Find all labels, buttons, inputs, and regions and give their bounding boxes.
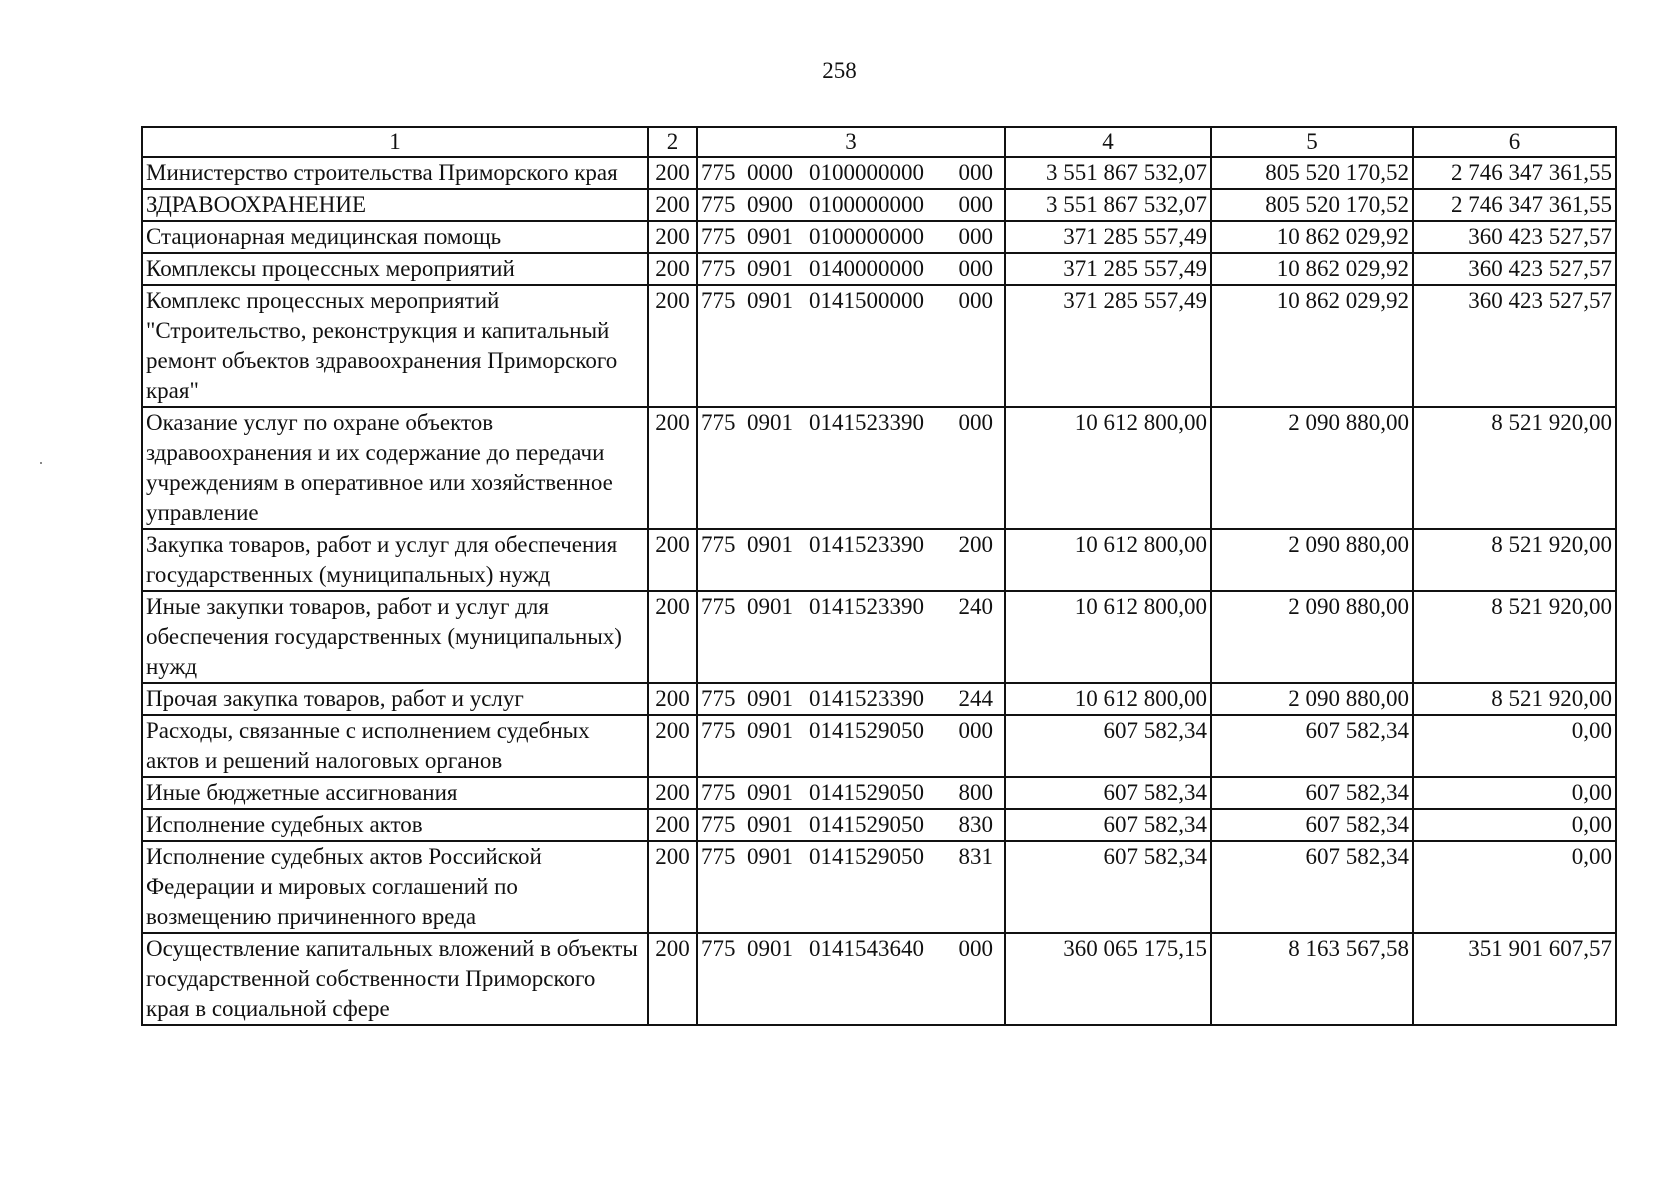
table-header-row [142, 127, 1616, 157]
expense-type-code: 000 [958, 718, 993, 743]
row-value-col6: 360 423 527,57 [1413, 253, 1616, 285]
row-name: Исполнение судебных актов [142, 809, 648, 841]
section-code: 0901 [747, 410, 793, 435]
row-budget-codes [697, 253, 1005, 285]
table-row [142, 841, 1616, 933]
row-value-col6: 360 423 527,57 [1413, 285, 1616, 407]
expense-type-code: 800 [958, 780, 993, 805]
row-budget-codes [697, 809, 1005, 841]
row-value-col6: 8 521 920,00 [1413, 683, 1616, 715]
row-name: Иные закупки товаров, работ и услуг для обеспечения государственных (муниципальных) нужд [142, 591, 648, 683]
article-code: 0141529050 [809, 780, 924, 805]
article-code: 0141543640 [809, 936, 924, 961]
admin-code: 775 [701, 780, 736, 805]
expense-type-code: 200 [958, 532, 993, 557]
section-code: 0901 [747, 532, 793, 557]
column-header-6: 6 [1413, 127, 1616, 157]
article-code: 0100000000 [809, 192, 924, 217]
article-code: 0141500000 [809, 288, 924, 313]
column-header-4: 4 [1005, 127, 1211, 157]
row-value-col5: 607 582,34 [1211, 809, 1413, 841]
admin-code: 775 [701, 686, 736, 711]
row-name: ЗДРАВООХРАНЕНИЕ [142, 189, 648, 221]
admin-code: 775 [701, 192, 736, 217]
column-header-1: 1 [142, 127, 648, 157]
row-budget-codes [697, 285, 1005, 407]
row-name: Осуществление капитальных вложений в объекты государственной собственности Приморского края в социальной сфере [142, 933, 648, 1025]
row-budget-codes [697, 221, 1005, 253]
row-budget-codes [697, 189, 1005, 221]
section-code: 0901 [747, 718, 793, 743]
row-value-col4: 3 551 867 532,07 [1005, 157, 1211, 189]
row-value-col4: 10 612 800,00 [1005, 407, 1211, 529]
row-value-col5: 2 090 880,00 [1211, 683, 1413, 715]
admin-code: 775 [701, 160, 736, 185]
row-value-col6: 351 901 607,57 [1413, 933, 1616, 1025]
row-name: Комплекс процессных мероприятий "Строительство, реконструкция и капитальный ремонт объектов здравоохранения Приморского края" [142, 285, 648, 407]
row-value-col4: 3 551 867 532,07 [1005, 189, 1211, 221]
row-value-col5: 8 163 567,58 [1211, 933, 1413, 1025]
row-value-col4: 10 612 800,00 [1005, 683, 1211, 715]
section-code: 0000 [747, 160, 793, 185]
admin-code: 775 [701, 288, 736, 313]
section-code: 0900 [747, 192, 793, 217]
article-code: 0141523390 [809, 594, 924, 619]
section-code: 0901 [747, 812, 793, 837]
article-code: 0141529050 [809, 812, 924, 837]
section-code: 0901 [747, 288, 793, 313]
row-grbs-code: 200 [648, 285, 697, 407]
row-name: Министерство строительства Приморского края [142, 157, 648, 189]
article-code: 0141523390 [809, 532, 924, 557]
row-value-col5: 2 090 880,00 [1211, 591, 1413, 683]
row-name: Закупка товаров, работ и услуг для обеспечения государственных (муниципальных) нужд [142, 529, 648, 591]
row-grbs-code: 200 [648, 841, 697, 933]
row-value-col4: 607 582,34 [1005, 809, 1211, 841]
row-grbs-code: 200 [648, 715, 697, 777]
table-row [142, 933, 1616, 1025]
expense-type-code: 244 [958, 686, 993, 711]
table-row [142, 407, 1616, 529]
row-value-col4: 607 582,34 [1005, 715, 1211, 777]
row-value-col5: 607 582,34 [1211, 841, 1413, 933]
row-value-col6: 0,00 [1413, 777, 1616, 809]
expense-type-code: 240 [958, 594, 993, 619]
row-grbs-code: 200 [648, 407, 697, 529]
row-grbs-code: 200 [648, 189, 697, 221]
row-name: Оказание услуг по охране объектов здравоохранения и их содержание до передачи учреждениям в оперативное или хозяйственное управление [142, 407, 648, 529]
row-name: Стационарная медицинская помощь [142, 221, 648, 253]
row-value-col6: 8 521 920,00 [1413, 591, 1616, 683]
column-header-5: 5 [1211, 127, 1413, 157]
row-value-col6: 2 746 347 361,55 [1413, 157, 1616, 189]
row-grbs-code: 200 [648, 933, 697, 1025]
row-value-col6: 360 423 527,57 [1413, 221, 1616, 253]
row-grbs-code: 200 [648, 809, 697, 841]
row-value-col4: 607 582,34 [1005, 841, 1211, 933]
row-value-col5: 2 090 880,00 [1211, 407, 1413, 529]
admin-code: 775 [701, 844, 736, 869]
row-value-col4: 10 612 800,00 [1005, 591, 1211, 683]
row-budget-codes [697, 715, 1005, 777]
section-code: 0901 [747, 844, 793, 869]
row-value-col6: 8 521 920,00 [1413, 407, 1616, 529]
row-grbs-code: 200 [648, 683, 697, 715]
table-row [142, 221, 1616, 253]
row-value-col5: 10 862 029,92 [1211, 221, 1413, 253]
article-code: 0141529050 [809, 844, 924, 869]
section-code: 0901 [747, 256, 793, 281]
article-code: 0100000000 [809, 160, 924, 185]
table-row [142, 591, 1616, 683]
row-value-col5: 607 582,34 [1211, 715, 1413, 777]
row-value-col4: 360 065 175,15 [1005, 933, 1211, 1025]
row-value-col5: 805 520 170,52 [1211, 157, 1413, 189]
row-value-col4: 607 582,34 [1005, 777, 1211, 809]
row-grbs-code: 200 [648, 253, 697, 285]
article-code: 0141523390 [809, 410, 924, 435]
row-value-col6: 0,00 [1413, 809, 1616, 841]
expense-type-code: 000 [958, 288, 993, 313]
row-value-col5: 805 520 170,52 [1211, 189, 1413, 221]
article-code: 0140000000 [809, 256, 924, 281]
row-name: Комплексы процессных мероприятий [142, 253, 648, 285]
row-grbs-code: 200 [648, 777, 697, 809]
expense-type-code: 000 [958, 160, 993, 185]
section-code: 0901 [747, 686, 793, 711]
table-row [142, 157, 1616, 189]
row-value-col5: 10 862 029,92 [1211, 253, 1413, 285]
row-budget-codes [697, 591, 1005, 683]
row-grbs-code: 200 [648, 591, 697, 683]
admin-code: 775 [701, 410, 736, 435]
expense-type-code: 000 [958, 192, 993, 217]
admin-code: 775 [701, 532, 736, 557]
admin-code: 775 [701, 594, 736, 619]
budget-table [141, 126, 1617, 1026]
row-budget-codes [697, 841, 1005, 933]
row-value-col6: 0,00 [1413, 715, 1616, 777]
row-value-col5: 10 862 029,92 [1211, 285, 1413, 407]
article-code: 0141523390 [809, 686, 924, 711]
row-budget-codes [697, 933, 1005, 1025]
row-name: Исполнение судебных актов Российской Федерации и мировых соглашений по возмещению причиненного вреда [142, 841, 648, 933]
page-number: 258 [822, 58, 857, 83]
admin-code: 775 [701, 812, 736, 837]
section-code: 0901 [747, 936, 793, 961]
admin-code: 775 [701, 718, 736, 743]
row-value-col6: 0,00 [1413, 841, 1616, 933]
row-budget-codes [697, 157, 1005, 189]
expense-type-code: 000 [958, 410, 993, 435]
row-name: Иные бюджетные ассигнования [142, 777, 648, 809]
row-value-col4: 371 285 557,49 [1005, 221, 1211, 253]
row-name: Прочая закупка товаров, работ и услуг [142, 683, 648, 715]
row-budget-codes [697, 683, 1005, 715]
column-header-3: 3 [697, 127, 1005, 157]
table-row [142, 189, 1616, 221]
admin-code: 775 [701, 256, 736, 281]
row-value-col5: 2 090 880,00 [1211, 529, 1413, 591]
table-row [142, 809, 1616, 841]
column-header-2: 2 [648, 127, 697, 157]
expense-type-code: 000 [958, 256, 993, 281]
admin-code: 775 [701, 224, 736, 249]
row-budget-codes [697, 407, 1005, 529]
row-value-col6: 2 746 347 361,55 [1413, 189, 1616, 221]
row-value-col5: 607 582,34 [1211, 777, 1413, 809]
row-budget-codes [697, 777, 1005, 809]
expense-type-code: 831 [958, 844, 993, 869]
table-row [142, 777, 1616, 809]
table-row [142, 529, 1616, 591]
row-value-col6: 8 521 920,00 [1413, 529, 1616, 591]
expense-type-code: 000 [958, 936, 993, 961]
expense-type-code: 000 [958, 224, 993, 249]
table-row [142, 715, 1616, 777]
scan-speck [40, 462, 42, 464]
section-code: 0901 [747, 594, 793, 619]
admin-code: 775 [701, 936, 736, 961]
expense-type-code: 830 [958, 812, 993, 837]
table-row [142, 285, 1616, 407]
row-value-col4: 10 612 800,00 [1005, 529, 1211, 591]
row-value-col4: 371 285 557,49 [1005, 253, 1211, 285]
section-code: 0901 [747, 780, 793, 805]
article-code: 0100000000 [809, 224, 924, 249]
table-row [142, 683, 1616, 715]
row-name: Расходы, связанные с исполнением судебных актов и решений налоговых органов [142, 715, 648, 777]
row-value-col4: 371 285 557,49 [1005, 285, 1211, 407]
table-row [142, 253, 1616, 285]
row-budget-codes [697, 529, 1005, 591]
row-grbs-code: 200 [648, 529, 697, 591]
row-grbs-code: 200 [648, 221, 697, 253]
section-code: 0901 [747, 224, 793, 249]
article-code: 0141529050 [809, 718, 924, 743]
row-grbs-code: 200 [648, 157, 697, 189]
